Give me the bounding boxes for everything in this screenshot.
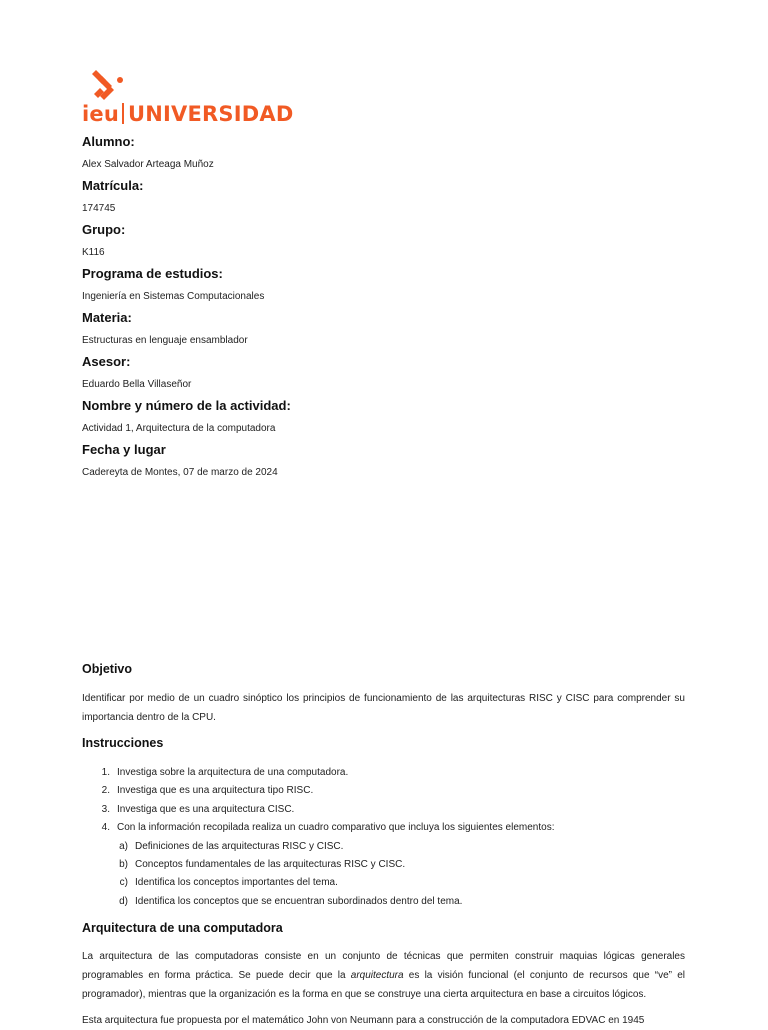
instrucciones-list <box>82 764 702 911</box>
chevron-arrows-icon <box>90 70 124 102</box>
list-item <box>82 801 702 819</box>
paragraph-text: La arquitectura de las computadoras consiste en un conjunto de técnicas que permiten construir maquias lógicas generales programables en forma práctica. Se puede decir que la <box>82 951 685 981</box>
instrucciones-heading: Instrucciones <box>82 736 164 750</box>
logo-text-ieu: ieu <box>82 102 119 126</box>
field-value-asesor: Eduardo Bella Villaseñor <box>82 379 192 390</box>
student-info <box>82 134 702 486</box>
list-item-text: Con la información recopilada realiza un cuadro comparativo que incluya los siguientes elementos: <box>117 822 555 834</box>
field-label-programa: Programa de estudios: <box>82 266 223 281</box>
field-value-programa: Ingeniería en Sistemas Computacionales <box>82 291 265 302</box>
list-item-number: 2. <box>101 785 110 797</box>
list-item-text: Investiga sobre la arquitectura de una computadora. <box>117 767 349 778</box>
field-label-matricula: Matrícula: <box>82 178 144 193</box>
list-item-number: 1. <box>101 767 110 778</box>
field-label-materia: Materia: <box>82 310 132 325</box>
field-label-grupo: Grupo: <box>82 222 126 237</box>
list-item <box>82 764 702 782</box>
sub-list-item <box>82 838 702 856</box>
field-value-materia: Estructuras en lenguaje ensamblador <box>82 335 248 346</box>
list-item-number: 4. <box>101 822 110 834</box>
field-value-fecha: Cadereyta de Montes, 07 de marzo de 2024 <box>82 467 278 478</box>
field-label-asesor: Asesor: <box>82 354 131 369</box>
sub-list-item <box>82 893 702 911</box>
list-item-text: Investiga que es una arquitectura CISC. <box>117 803 295 815</box>
field-label-actividad: Nombre y número de la actividad: <box>82 398 291 413</box>
list-item <box>82 819 702 837</box>
objetivo-text: Identificar por medio de un cuadro sinóptico los principios de funcionamiento de las arquitecturas RISC y CISC para comprender su importancia dentro de la CPU. <box>82 693 685 723</box>
field-value-matricula: 174745 <box>82 203 116 214</box>
sub-list-item-text: Identifica los conceptos que se encuentran subordinados dentro del tema. <box>135 895 463 907</box>
arquitectura-heading: Arquitectura de una computadora <box>82 921 283 935</box>
field-value-alumno: Alex Salvador Arteaga Muñoz <box>82 159 214 170</box>
arquitectura-paragraph-2: Esta arquitectura fue propuesta por el matemático John von Neumann para a construcción de la computadora EDVAC en 1945 <box>82 1015 645 1026</box>
logo-divider <box>122 103 124 124</box>
sub-list-item-letter: c) <box>119 877 128 889</box>
arquitectura-paragraph-1 <box>82 947 685 1004</box>
list-item-text: Investiga que es una arquitectura tipo RISC. <box>117 785 314 797</box>
paragraph-text: es la visión funcional (el conjunto de recursos que “ve” el programador), mientras que la organización es la forma en que se construye una cierta arquitectura en base a circuitos lógicos. <box>82 970 685 1000</box>
sub-list-item <box>82 874 702 892</box>
field-label-fecha: Fecha y lugar <box>82 442 166 457</box>
field-value-actividad: Actividad 1, Arquitectura de la computadora <box>82 423 276 434</box>
logo-wordmark <box>82 101 293 127</box>
sub-list-item-text: Conceptos fundamentales de las arquitecturas RISC y CISC. <box>135 858 406 870</box>
field-value-grupo: K116 <box>82 247 105 258</box>
list-item <box>82 782 702 800</box>
paragraph-italic-term: arquitectura <box>350 970 404 981</box>
logo-text-universidad: UNIVERSIDAD <box>128 102 294 126</box>
field-label-alumno: Alumno: <box>82 134 135 149</box>
sub-list-item-letter: d) <box>119 895 128 907</box>
sub-list-item-letter: a) <box>119 840 128 852</box>
sub-list-item-text: Definiciones de las arquitecturas RISC y CISC. <box>135 840 344 852</box>
list-item-number: 3. <box>101 803 110 815</box>
sub-list-item-text: Identifica los conceptos importantes del tema. <box>135 877 338 889</box>
objetivo-heading: Objetivo <box>82 662 133 676</box>
sub-list-item <box>82 856 702 874</box>
sub-list-item-letter: b) <box>119 858 128 870</box>
